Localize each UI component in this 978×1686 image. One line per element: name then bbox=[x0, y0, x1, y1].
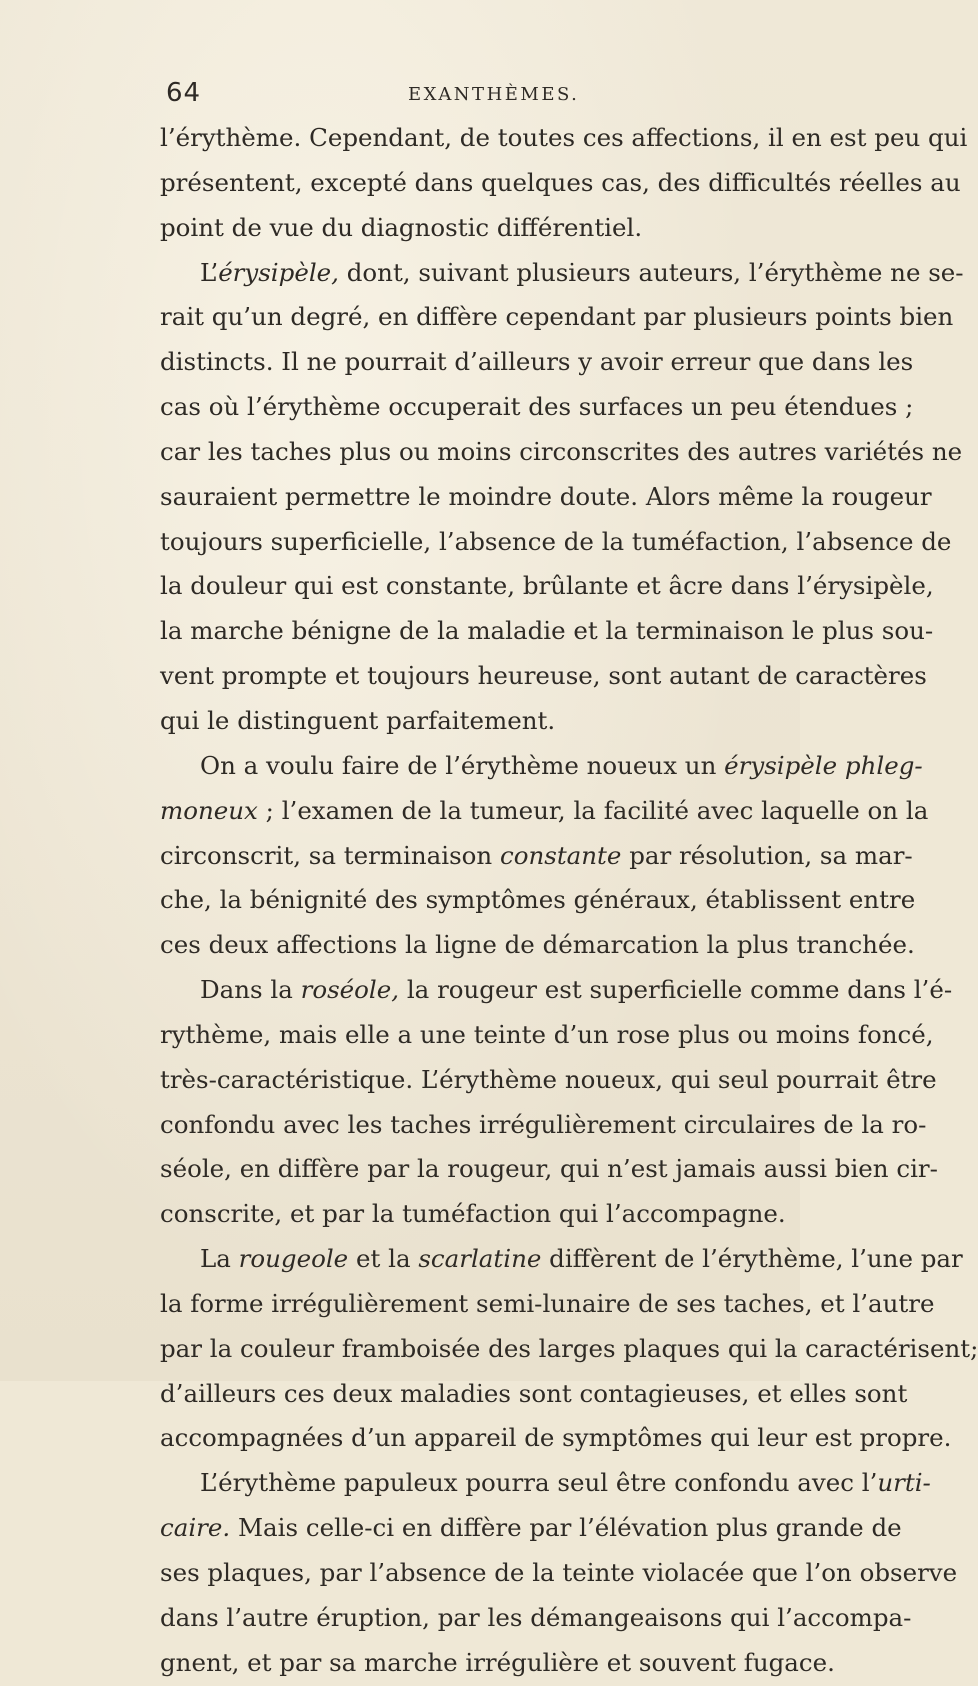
text-line: accompagnées d’un appareil de symptômes qui leur est propre. bbox=[160, 1423, 952, 1453]
disease-term: roséole, bbox=[300, 975, 400, 1005]
text-line: point de vue du diagnostic différentiel. bbox=[160, 212, 643, 242]
text-line: qui le distinguent parfaitement. bbox=[160, 705, 556, 735]
text-line: ses plaques, par l’absence de la teinte violacée que l’on observe bbox=[160, 1558, 958, 1587]
body-text bbox=[160, 116, 978, 1686]
text-line: d’ailleurs ces deux maladies sont contagieuses, et elles sont bbox=[160, 1378, 908, 1408]
text-line: rythème, mais elle a une teinte d’un rose plus ou moins foncé, bbox=[160, 1019, 934, 1049]
text-line: toujours superficielle, l’absence de la tuméfaction, l’absence de bbox=[160, 526, 952, 556]
text-line: sauraient permettre le moindre doute. Alors même la rougeur bbox=[160, 481, 932, 511]
text-line: présentent, excepté dans quelques cas, des difficultés réelles au bbox=[160, 167, 961, 197]
text-line: dans l’autre éruption, par les démangeaisons qui l’accompa- bbox=[160, 1602, 912, 1632]
text-line: che, la bénignité des symptômes généraux, établissent entre bbox=[160, 885, 916, 915]
disease-term: érysipèle phleg- bbox=[724, 750, 923, 780]
page-number: 64 bbox=[166, 78, 202, 108]
text-line: La rougeole et la scarlatine diffèrent de l’érythème, l’une par bbox=[200, 1244, 963, 1274]
text-line: caire. Mais celle-ci en diffère par l’élévation plus grande de bbox=[160, 1513, 902, 1543]
text-line: Dans la roséole, la rougeur est superficielle comme dans l’é- bbox=[200, 975, 953, 1005]
text-line: On a voulu faire de l’érythème noueux un érysipèle phleg- bbox=[200, 750, 923, 780]
text-line: gnent, et par sa marche irrégulière et souvent fugace. bbox=[160, 1647, 835, 1677]
disease-term: moneux bbox=[160, 795, 258, 825]
text-line: rait qu’un degré, en diffère cependant par plusieurs points bien bbox=[160, 302, 954, 332]
disease-term: caire. bbox=[160, 1513, 231, 1543]
disease-term: urti- bbox=[877, 1468, 931, 1498]
text-line: L’érysipèle, dont, suivant plusieurs auteurs, l’érythème ne se- bbox=[200, 257, 964, 287]
text-line: la douleur qui est constante, brûlante et âcre dans l’érysipèle, bbox=[160, 571, 934, 601]
text-line: la forme irrégulièrement semi-lunaire de ses taches, et l’autre bbox=[160, 1288, 935, 1318]
text-line: confondu avec les taches irrégulièrement circulaires de la ro- bbox=[160, 1109, 927, 1139]
text-line: l’érythème. Cependant, de toutes ces affections, il en est peu qui bbox=[160, 123, 968, 152]
text-line: conscrite, et par la tuméfaction qui l’accompagne. bbox=[160, 1199, 786, 1229]
text-line: distincts. Il ne pourrait d’ailleurs y avoir erreur que dans les bbox=[160, 347, 914, 377]
text-line: cas où l’érythème occuperait des surfaces un peu étendues ; bbox=[160, 392, 914, 422]
disease-term: rougeole bbox=[238, 1244, 349, 1274]
text-line: circonscrit, sa terminaison constante par résolution, sa mar- bbox=[160, 840, 913, 870]
text-line: par la couleur framboisée des larges plaques qui la caractérisent; bbox=[160, 1333, 978, 1363]
page-header bbox=[160, 78, 630, 114]
text-line: vent prompte et toujours heureuse, sont autant de caractères bbox=[160, 661, 927, 691]
text-line: car les taches plus ou moins circonscrites des autres variétés ne bbox=[160, 436, 963, 466]
text-line: la marche bénigne de la maladie et la terminaison le plus sou- bbox=[160, 616, 934, 646]
running-title: EXANTHÈMES. bbox=[408, 84, 580, 105]
disease-term: scarlatine bbox=[418, 1244, 542, 1274]
text-line: séole, en diffère par la rougeur, qui n’est jamais aussi bien cir- bbox=[160, 1154, 938, 1184]
text-line: ces deux affections la ligne de démarcation la plus tranchée. bbox=[160, 930, 915, 960]
disease-term: érysipèle, bbox=[218, 257, 339, 287]
emphasis: constante bbox=[500, 840, 622, 870]
text-line: L’érythème papuleux pourra seul être confondu avec l’urti- bbox=[200, 1468, 931, 1498]
text-line: moneux ; l’examen de la tumeur, la facilité avec laquelle on la bbox=[160, 795, 929, 825]
text-line: très-caractéristique. L’érythème noueux, qui seul pourrait être bbox=[160, 1064, 937, 1094]
